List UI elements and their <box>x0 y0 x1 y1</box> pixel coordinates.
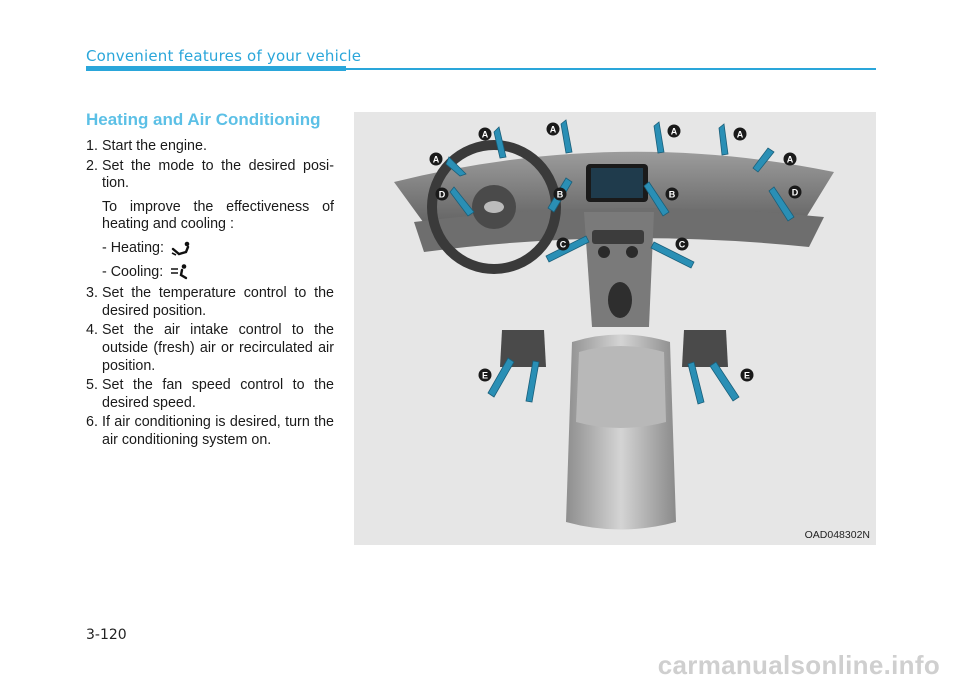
cooling-line: - Cooling: <box>102 264 334 282</box>
vent-label <box>676 238 689 251</box>
face-mode-icon <box>169 264 191 280</box>
svg-text:E: E <box>481 370 489 381</box>
dashboard-illustration <box>354 112 876 545</box>
watermark[interactable]: carmanualsonline.info <box>657 650 940 680</box>
figure-code: OAD048302N <box>804 529 870 541</box>
vent-label <box>430 153 443 166</box>
svg-text:A: A <box>432 154 440 165</box>
vent-label <box>784 153 797 166</box>
vent-label <box>734 128 747 141</box>
svg-text:A: A <box>786 154 794 165</box>
list-item: 2. Set the mode to the desired posi-tion. <box>86 157 334 192</box>
vent-label <box>436 188 449 201</box>
vent-label <box>789 186 802 199</box>
svg-text:E: E <box>743 370 751 381</box>
header-rule-thin <box>346 68 876 70</box>
svg-text:B: B <box>556 189 564 200</box>
svg-text:A: A <box>481 129 489 140</box>
svg-text:C: C <box>678 239 686 250</box>
vent-label <box>479 128 492 141</box>
section-title: Heating and Air Conditioning <box>86 110 321 129</box>
vent-label <box>741 369 754 382</box>
vent-diagram <box>354 112 876 545</box>
heating-line: - Heating: <box>102 240 334 258</box>
airflow-arrow <box>710 362 739 401</box>
vent-label <box>479 369 492 382</box>
svg-text:D: D <box>438 189 446 200</box>
header-title: Convenient features of your vehicle <box>86 47 362 65</box>
svg-text:A: A <box>670 126 678 137</box>
list-item: 3. Set the temperature control to the desired position. <box>86 285 334 319</box>
svg-text:B: B <box>668 189 676 200</box>
airflow-arrow <box>526 361 539 402</box>
vent-label <box>668 125 681 138</box>
list-item: 1. Start the engine. <box>86 138 207 154</box>
svg-text:C: C <box>559 239 567 250</box>
vent-label <box>666 188 679 201</box>
vent-label <box>554 188 567 201</box>
steps-list <box>86 138 334 452</box>
page-number: 3-120 <box>86 627 127 643</box>
list-item: 5. Set the fan speed control to the desired speed. <box>86 377 334 411</box>
svg-text:D: D <box>791 187 799 198</box>
list-item: 4. Set the air intake control to the outside (fresh) air or recirculated air position. <box>86 322 334 374</box>
floor-mode-icon <box>170 241 192 257</box>
vent-label <box>557 238 570 251</box>
list-item: 6. If air conditioning is desired, turn the air conditioning system on. <box>86 414 334 448</box>
airflow-arrow <box>719 124 728 155</box>
airflow-arrow <box>654 122 664 153</box>
svg-text:A: A <box>549 124 557 135</box>
vent-label <box>547 123 560 136</box>
airflow-arrow <box>561 120 572 153</box>
right-footwell-duct <box>682 330 728 367</box>
tip-text: To improve the effectiveness of heating and cooling : <box>102 198 334 233</box>
header-rule-thick <box>86 66 346 71</box>
svg-text:A: A <box>736 129 744 140</box>
airflow-arrow <box>688 362 704 404</box>
